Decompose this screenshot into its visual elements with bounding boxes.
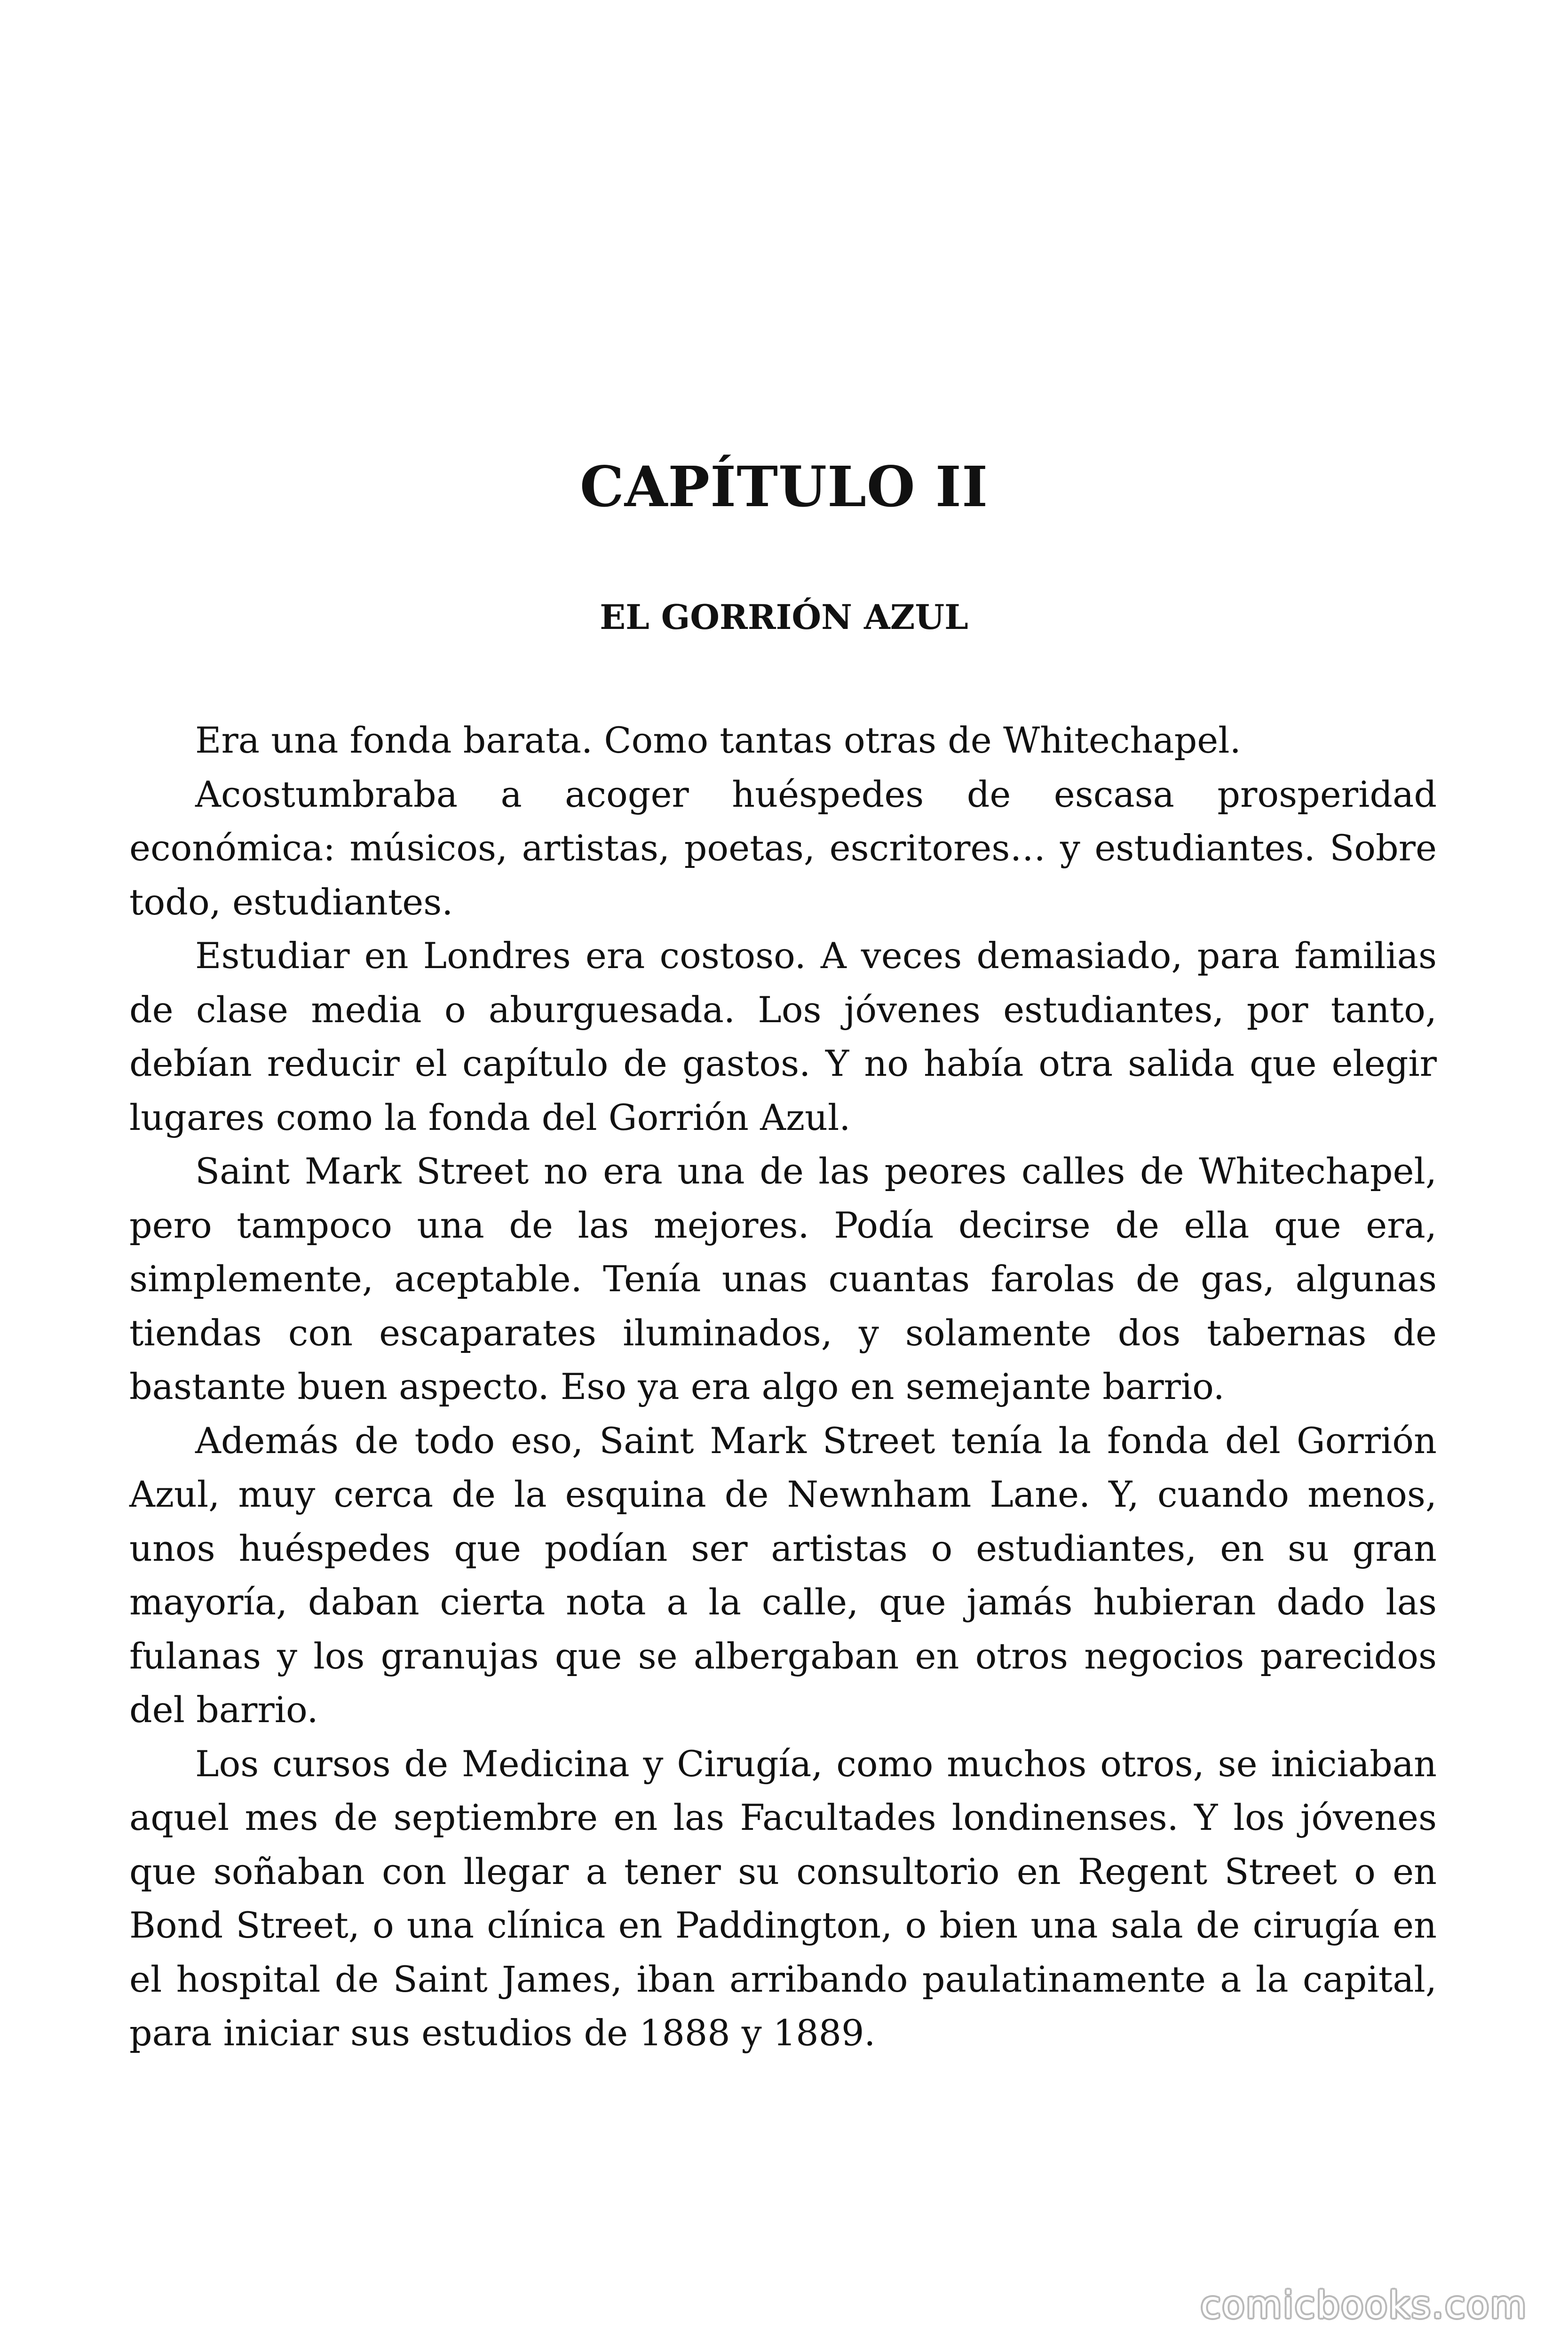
paragraph: Saint Mark Street no era una de las peores calles de Whitechapel, pero tampoco una de las mejores. Podía decirse de ella que era, simplemente, aceptable. Tenía unas cuantas farolas de gas, algunas tiendas con escaparates iluminados, y solamente dos tabernas de bastante buen aspecto. Eso ya era algo en semejante barrio. — [129, 1150, 1437, 1407]
watermark-logo: comicbooks.com — [1200, 2284, 1528, 2327]
chapter-body — [129, 714, 1437, 2060]
paragraph: Estudiar en Londres era costoso. A veces demasiado, para familias de clase media o aburguesada. Los jóvenes estudiantes, por tanto, debían reducir el capítulo de gastos. Y no había otra salida que elegir lugares como la fonda del Gorrión Azul. — [129, 935, 1437, 1138]
paragraph: Los cursos de Medicina y Cirugía, como muchos otros, se iniciaban aquel mes de septiembre en las Facultades londinenses. Y los jóvenes que soñaban con llegar a tener su consultorio en Regent Street o en Bond Street, o una clínica en Paddington, o bien una sala de cirugía en el hospital de Saint James, iban arribando paulatinamente a la capital, para iniciar sus estudios de 1888 y 1889. — [129, 1742, 1437, 2054]
chapter-subtitle: EL GORRIÓN AZUL — [600, 597, 968, 637]
paragraph: Acostumbraba a acoger huéspedes de escasa prosperidad económica: músicos, artistas, poetas, escritores… y estudiantes. Sobre todo, estudiantes. — [129, 773, 1437, 923]
paragraph: Además de todo eso, Saint Mark Street tenía la fonda del Gorrión Azul, muy cerca de la esquina de Newnham Lane. Y, cuando menos, unos huéspedes que podían ser artistas o estudiantes, en su gran mayoría, daban cierta nota a la calle, que jamás hubieran dado las fulanas y los granujas que se albergaban en otros negocios parecidos del barrio. — [129, 1419, 1437, 1731]
paragraph: Era una fonda barata. Como tantas otras de Whitechapel. — [195, 719, 1241, 761]
chapter-title: CAPÍTULO II — [579, 454, 989, 519]
